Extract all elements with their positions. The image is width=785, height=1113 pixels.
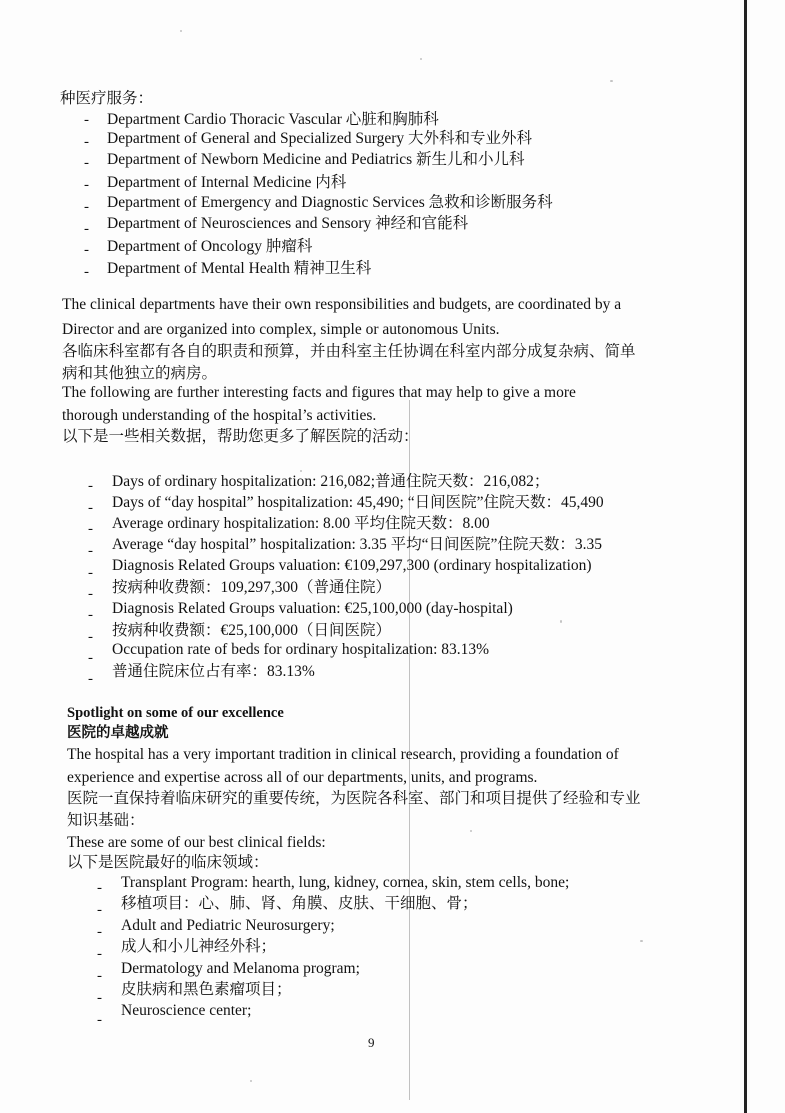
bullet: - <box>84 264 89 280</box>
scan-speck <box>180 30 182 32</box>
field-text: 皮肤病和黑色素瘤项目； <box>121 981 292 998</box>
bullet: - <box>88 521 93 537</box>
bullet: - <box>88 543 93 559</box>
department-label: Department of Emergency and Diagnostic Services 急救和诊断服务科 <box>107 194 553 211</box>
fact-text: Average “day hospital” hospitalization: 3.35 平均“日间医院”住院天数：3.35 <box>112 536 603 553</box>
scan-speck <box>470 830 472 832</box>
bullet: - <box>88 671 93 687</box>
scan-speck <box>560 620 562 623</box>
bullet: - <box>84 221 89 237</box>
fact-text: Days of ordinary hospitalization: 216,082;普通住院天数：216,082； <box>112 473 550 490</box>
department-label: Department of Mental Health 精神卫生科 <box>107 260 372 277</box>
bullet: - <box>84 177 89 193</box>
bullet: - <box>84 134 89 150</box>
section-heading: Spotlight on some of our excellence <box>67 705 284 721</box>
fact-text: Days of “day hospital” hospitalization: 45,490; “日间医院”住院天数：45,490 <box>112 494 604 511</box>
paragraph-line: 医院一直保持着临床研究的重要传统，为医院各科室、部门和项目提供了经验和专业 <box>67 790 641 807</box>
scan-speck <box>420 58 422 60</box>
fact-text: Occupation rate of beds for ordinary hospitalization: 83.13% <box>112 641 490 658</box>
paragraph-line: experience and expertise across all of our departments, units, and programs. <box>67 769 538 786</box>
bullet: - <box>88 629 93 645</box>
bullet: - <box>88 650 93 666</box>
fact-text: 按病种收费额：€25,100,000（日间医院） <box>112 622 392 639</box>
section-heading-zh: 医院的卓越成就 <box>67 725 169 741</box>
bullet: - <box>84 155 89 171</box>
paragraph-line: 病和其他独立的病房。 <box>62 365 218 382</box>
bullet: - <box>97 924 102 940</box>
bullet: - <box>97 880 102 896</box>
bullet: - <box>88 586 93 602</box>
department-label: Department Cardio Thoracic Vascular 心脏和胸肺科 <box>107 111 439 128</box>
department-label: Department of Internal Medicine 内科 <box>107 174 347 191</box>
bullet: - <box>84 199 89 215</box>
fact-text: 普通住院床位占有率：83.13% <box>112 663 315 680</box>
field-text: Dermatology and Melanoma program; <box>121 960 360 977</box>
department-label: Department of Oncology 肿瘤科 <box>107 238 313 255</box>
paragraph-line: thorough understanding of the hospital’s activities. <box>62 407 377 424</box>
department-label: Department of Newborn Medicine and Pediatrics 新生儿和小儿科 <box>107 151 525 168</box>
paragraph-line: These are some of our best clinical fields: <box>67 834 326 851</box>
bullet: - <box>88 500 93 516</box>
scan-speck <box>640 940 643 942</box>
bullet: - <box>97 902 102 918</box>
bullet: - <box>88 565 93 581</box>
department-label: Department of Neurosciences and Sensory 神经和官能科 <box>107 215 469 232</box>
paragraph-line: Director and are organized into complex, simple or autonomous Units. <box>62 321 500 338</box>
fact-text: 按病种收费额：109,297,300（普通住院） <box>112 579 392 596</box>
bullet: - <box>97 990 102 1006</box>
fact-text: Average ordinary hospitalization: 8.00 平均住院天数：8.00 <box>112 515 490 532</box>
scan-edge-line <box>744 0 747 1113</box>
field-text: Adult and Pediatric Neurosurgery; <box>121 917 335 934</box>
fact-text: Diagnosis Related Groups valuation: €25,100,000 (day-hospital) <box>112 600 513 617</box>
bullet: - <box>84 242 89 258</box>
field-text: Neuroscience center; <box>121 1002 252 1019</box>
bullet: - <box>88 607 93 623</box>
paragraph-line: 以下是医院最好的临床领域： <box>67 854 269 871</box>
field-text: Transplant Program: hearth, lung, kidney, cornea, skin, stem cells, bone; <box>121 874 570 891</box>
paragraph-line: 知识基础： <box>67 812 145 829</box>
page-number: 9 <box>368 1035 375 1050</box>
scan-speck <box>250 1080 252 1082</box>
paragraph-line: The following are further interesting facts and figures that may help to give a more <box>62 384 576 401</box>
scan-speck <box>610 80 613 82</box>
field-text: 成人和小儿神经外科； <box>121 938 277 955</box>
field-text: 移植项目：心、肺、肾、角膜、皮肤、干细胞、骨； <box>121 895 478 912</box>
paragraph-line: 以下是一些相关数据，帮助您更多了解医院的活动： <box>62 428 419 445</box>
bullet: - <box>84 112 89 128</box>
fact-text: Diagnosis Related Groups valuation: €109,297,300 (ordinary hospitalization) <box>112 557 592 574</box>
paragraph-line: The hospital has a very important tradition in clinical research, providing a foundation of <box>67 746 619 763</box>
bullet: - <box>97 968 102 984</box>
intro-line: 种医疗服务： <box>60 90 154 107</box>
bullet: - <box>97 1012 102 1028</box>
bullet: - <box>97 946 102 962</box>
paragraph-line: 各临床科室都有各自的职责和预算，并由科室主任协调在科室内部分成复杂病、简单 <box>62 343 636 360</box>
paragraph-line: The clinical departments have their own responsibilities and budgets, are coordinated by a <box>62 296 622 313</box>
department-label: Department of General and Specialized Surgery 大外科和专业外科 <box>107 130 532 147</box>
bullet: - <box>88 478 93 494</box>
